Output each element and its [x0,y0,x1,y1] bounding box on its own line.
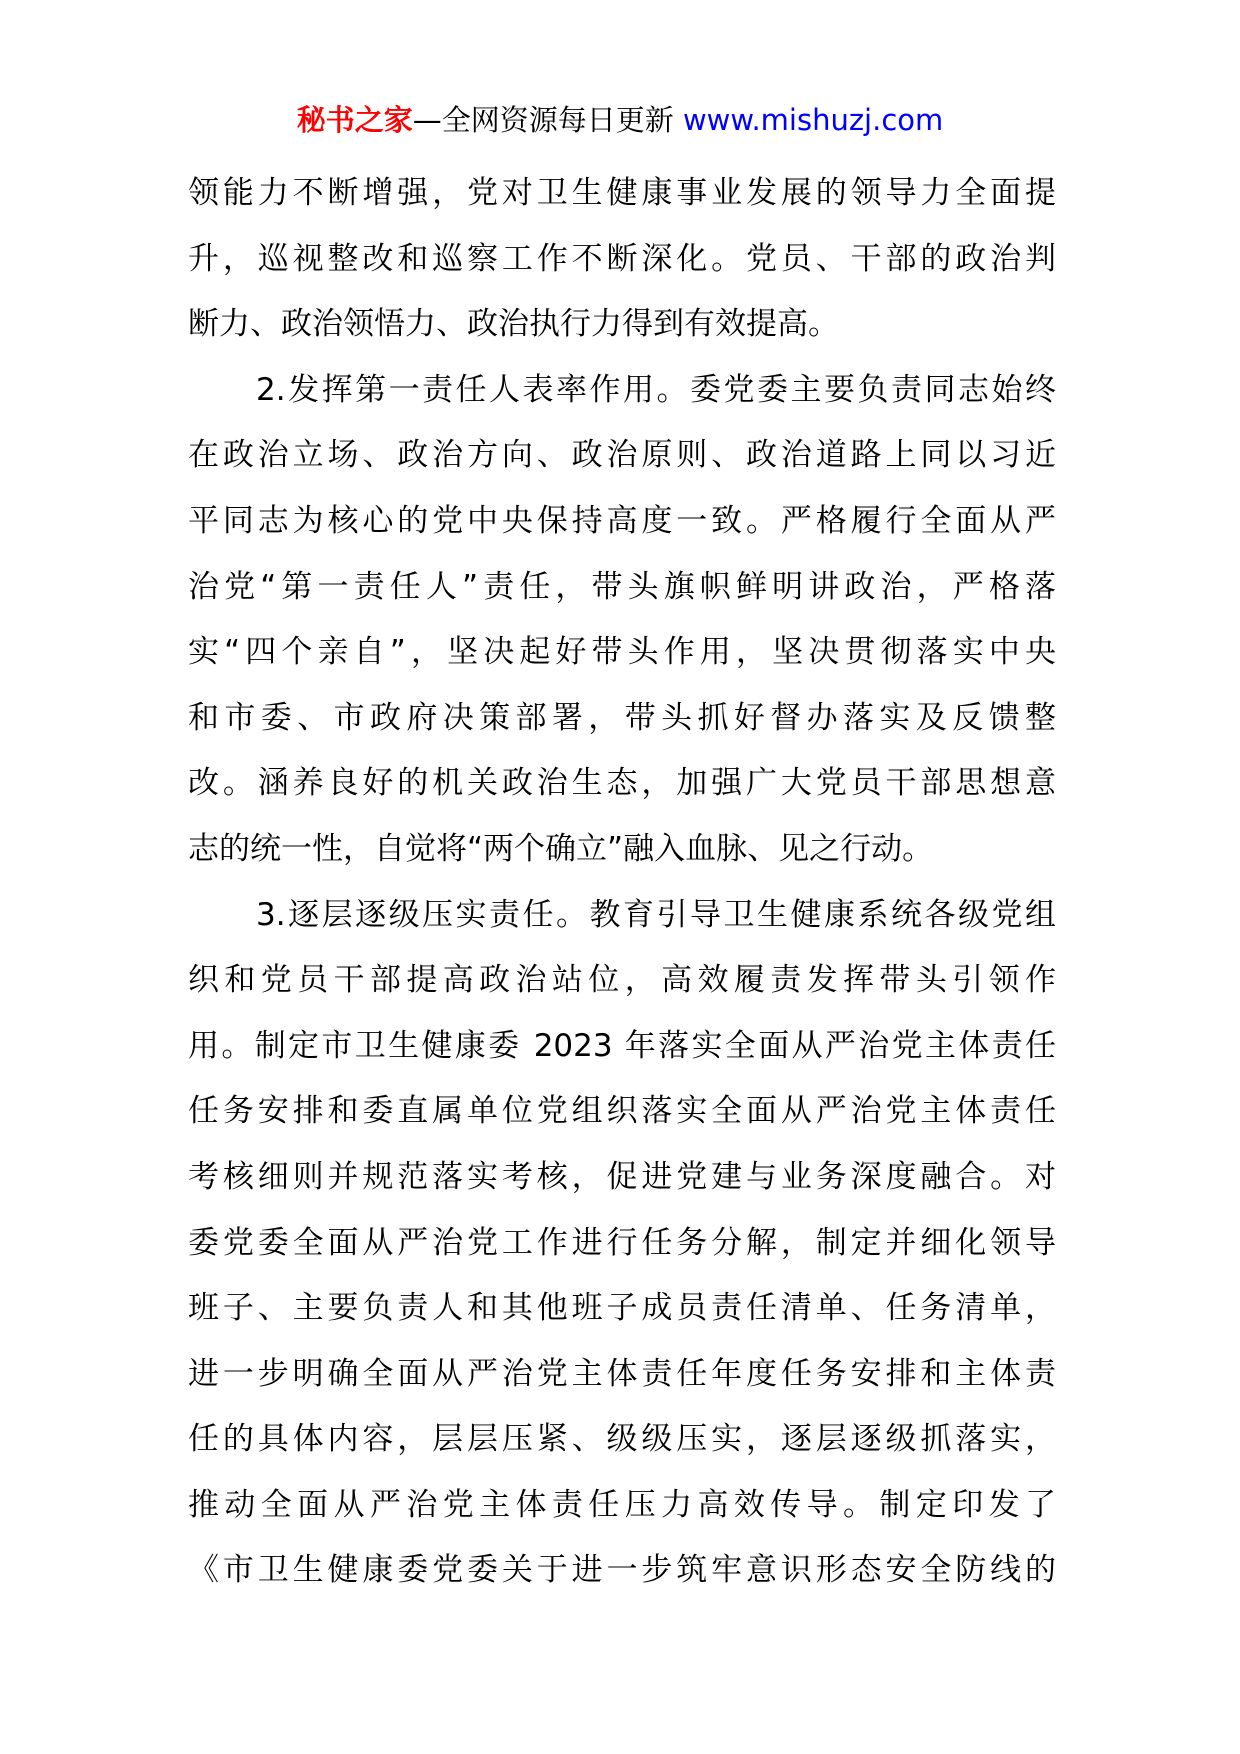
text-line: 升，巡视整改和巡察工作不断深化。党员、干部的政治判 [188,240,1056,277]
text-line: 班子、主要负责人和其他班子成员责任清单、任务清单， [188,1290,1056,1327]
text-line: 用。制定市卫生健康委 2023 年落实全面从严治党主体责任 [188,1027,1056,1064]
paragraph-first-line: 3.逐层逐级压实责任。教育引导卫生健康系统各级党组 [256,896,1056,933]
text-line: 治党“第一责任人”责任，带头旗帜鲜明讲政治，严格落 [188,568,1056,605]
text-line: 委党委全面从严治党工作进行任务分解，制定并细化领导 [188,1224,1056,1261]
text-line: 在政治立场、政治方向、政治原则、政治道路上同以习近 [188,437,1056,474]
text-line: 领能力不断增强，党对卫生健康事业发展的领导力全面提 [188,175,1056,211]
text-line: 任务安排和委直属单位党组织落实全面从严治党主体责任 [188,1093,1056,1130]
text-line: 改。涵养良好的机关政治生态，加强广大党员干部思想意 [188,765,1056,802]
text-line: 实“四个亲自”，坚决起好带头作用，坚决贯彻落实中央 [188,634,1056,671]
text-line: 织和党员干部提高政治站位，高效履责发挥带头引领作 [188,962,1056,999]
text-line: 和市委、市政府决策部署，带头抓好督办落实及反馈整 [188,699,1056,736]
paragraph-end-line: 志的统一性，自觉将“两个确立”融入血脉、见之行动。 [188,830,934,867]
page-header [0,100,1240,140]
document-body [188,170,1056,1613]
paragraph-end-line: 断力、政治领悟力、政治执行力得到有效提高。 [188,306,839,343]
text-line: 任的具体内容，层层压紧、级级压实，逐层逐级抓落实， [188,1421,1056,1458]
text-line: 推动全面从严治党主体责任压力高效传导。制定印发了 [188,1486,1056,1523]
text-line: 平同志为核心的党中央保持高度一致。严格履行全面从严 [188,502,1056,539]
paragraph-first-line: 2.发挥第一责任人表率作用。委党委主要负责同志始终 [256,371,1056,408]
text-line: 考核细则并规范落实考核，促进党建与业务深度融合。对 [188,1158,1056,1195]
header-tagline: —全网资源每日更新 [412,103,674,137]
website-link[interactable]: www.mishuzj.com [682,103,944,137]
text-line: 进一步明确全面从严治党主体责任年度任务安排和主体责 [188,1355,1056,1392]
brand-name: 秘书之家 [296,103,413,137]
text-line: 《市卫生健康委党委关于进一步筑牢意识形态安全防线的 [188,1552,1056,1589]
